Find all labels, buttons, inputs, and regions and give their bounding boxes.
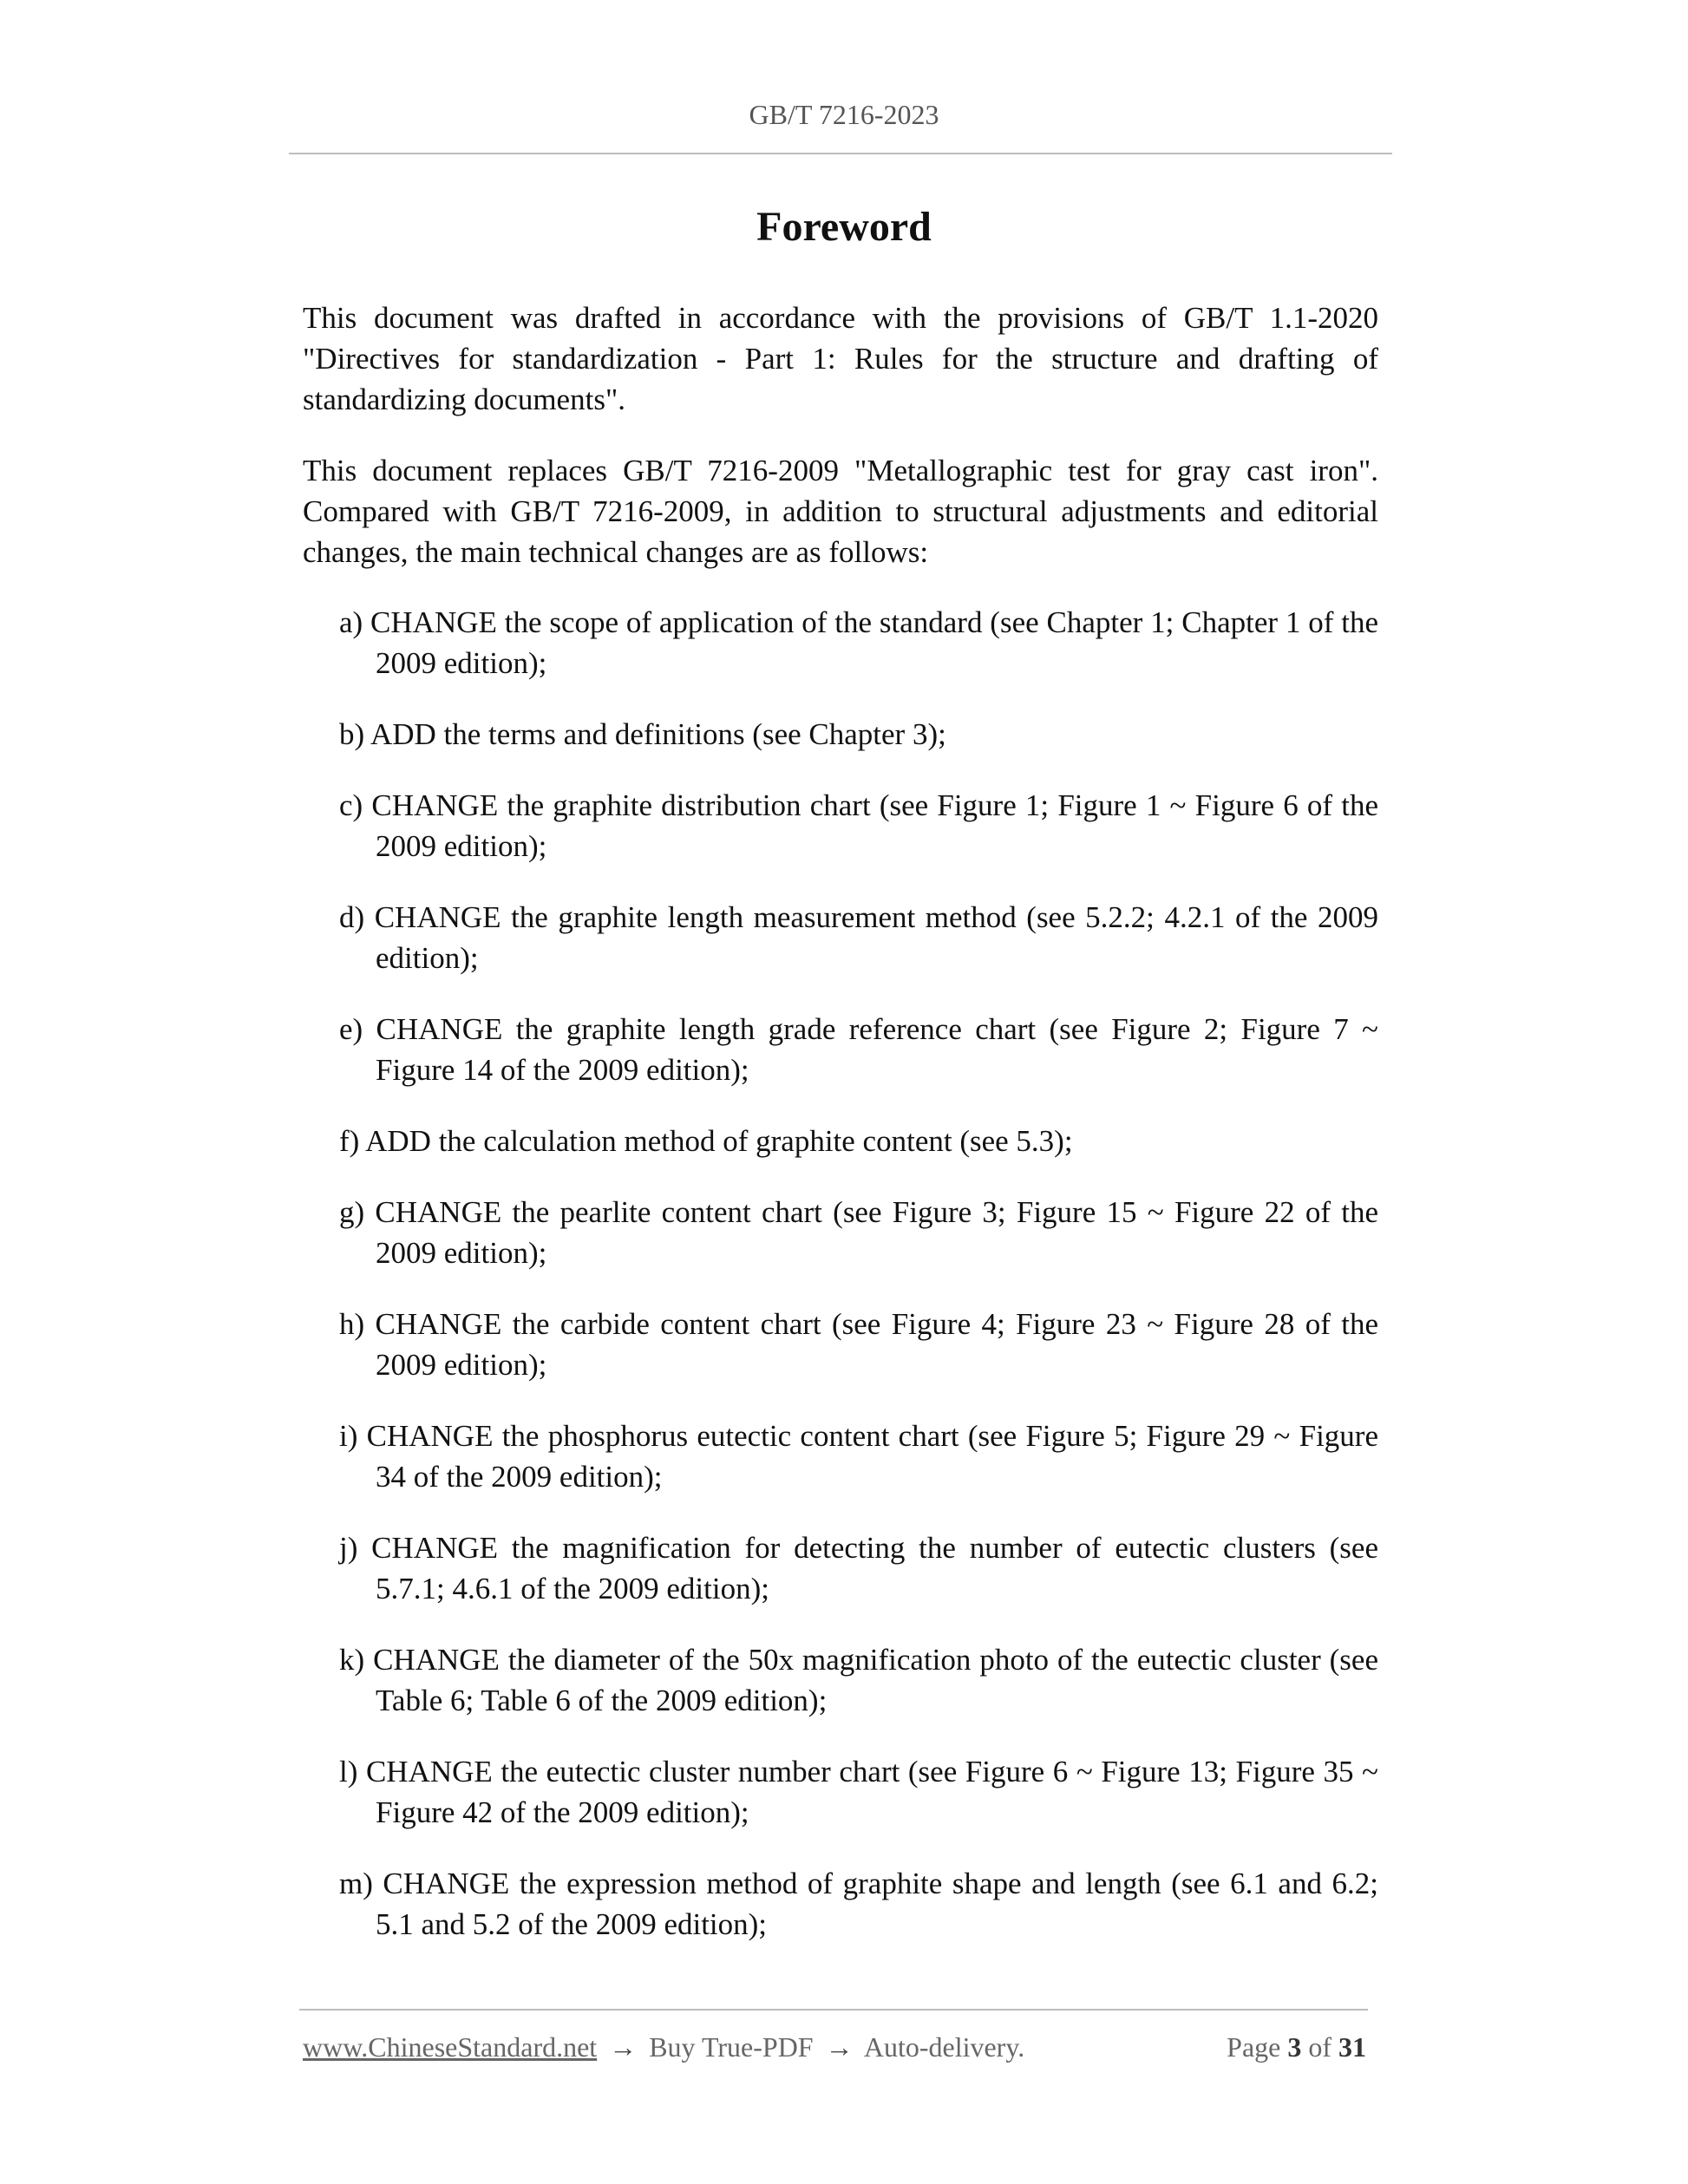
- page-current: 3: [1287, 2031, 1302, 2063]
- list-item: m) CHANGE the expression method of graphite shape and length (see 6.1 and 6.2; 5.1 and 5.2 of the 2009 edition);: [339, 1867, 1378, 1941]
- list-item: f) ADD the calculation method of graphite content (see 5.3);: [339, 1124, 1073, 1158]
- technical-changes-list: [339, 602, 1378, 1975]
- page-number: [1227, 2030, 1366, 2064]
- list-item: k) CHANGE the diameter of the 50x magnification photo of the eutectic cluster (see Table 6; Table 6 of the 2009 edition);: [339, 1643, 1378, 1717]
- list-item: a) CHANGE the scope of application of the standard (see Chapter 1; Chapter 1 of the 2009 edition);: [339, 605, 1378, 680]
- list-item: d) CHANGE the graphite length measurement method (see 5.2.2; 4.2.1 of the 2009 edition);: [339, 900, 1378, 975]
- arrow-right-icon: →: [825, 2031, 854, 2063]
- list-item: b) ADD the terms and definitions (see Chapter 3);: [339, 717, 946, 751]
- running-header: GB/T 7216-2023: [749, 99, 939, 130]
- list-item: c) CHANGE the graphite distribution chart (see Figure 1; Figure 1 ~ Figure 6 of the 2009 edition);: [339, 788, 1378, 863]
- arrow-right-icon: →: [609, 2031, 638, 2063]
- page-title: Foreword: [756, 204, 932, 250]
- header-divider: [289, 153, 1392, 154]
- paragraph-drafting-basis: This document was drafted in accordance with the provisions of GB/T 1.1-2020 "Directives for standardization - Part 1: Rules for the structure and drafting of standardizing documents".: [303, 301, 1378, 416]
- list-item: l) CHANGE the eutectic cluster number chart (see Figure 6 ~ Figure 13; Figure 35 ~ Figure 42 of the 2009 edition);: [339, 1755, 1378, 1829]
- footer-promo: [303, 2030, 1024, 2064]
- site-link[interactable]: www.ChineseStandard.net: [303, 2031, 598, 2063]
- list-item: i) CHANGE the phosphorus eutectic content chart (see Figure 5; Figure 29 ~ Figure 34 of the 2009 edition);: [339, 1419, 1378, 1494]
- list-item: e) CHANGE the graphite length grade reference chart (see Figure 2; Figure 7 ~ Figure 14 of the 2009 edition);: [339, 1012, 1378, 1087]
- page-total: 31: [1338, 2031, 1366, 2063]
- list-item: j) CHANGE the magnification for detecting the number of eutectic clusters (see 5.7.1; 4.6.1 of the 2009 edition);: [339, 1531, 1378, 1605]
- page-of-label: of: [1308, 2031, 1331, 2063]
- auto-delivery-text: Auto-delivery.: [863, 2031, 1025, 2063]
- page-label: Page: [1227, 2031, 1281, 2063]
- list-item: h) CHANGE the carbide content chart (see Figure 4; Figure 23 ~ Figure 28 of the 2009 edition);: [339, 1307, 1378, 1382]
- list-item: g) CHANGE the pearlite content chart (see Figure 3; Figure 15 ~ Figure 22 of the 2009 edition);: [339, 1195, 1378, 1270]
- buy-pdf-text: Buy True-PDF: [649, 2031, 814, 2063]
- footer-divider: [299, 2009, 1368, 2011]
- paragraph-replacement: This document replaces GB/T 7216-2009 "Metallographic test for gray cast iron". Compared with GB/T 7216-2009, in addition to structural adjustments and editorial changes, the main technical changes are as follows:: [303, 454, 1378, 569]
